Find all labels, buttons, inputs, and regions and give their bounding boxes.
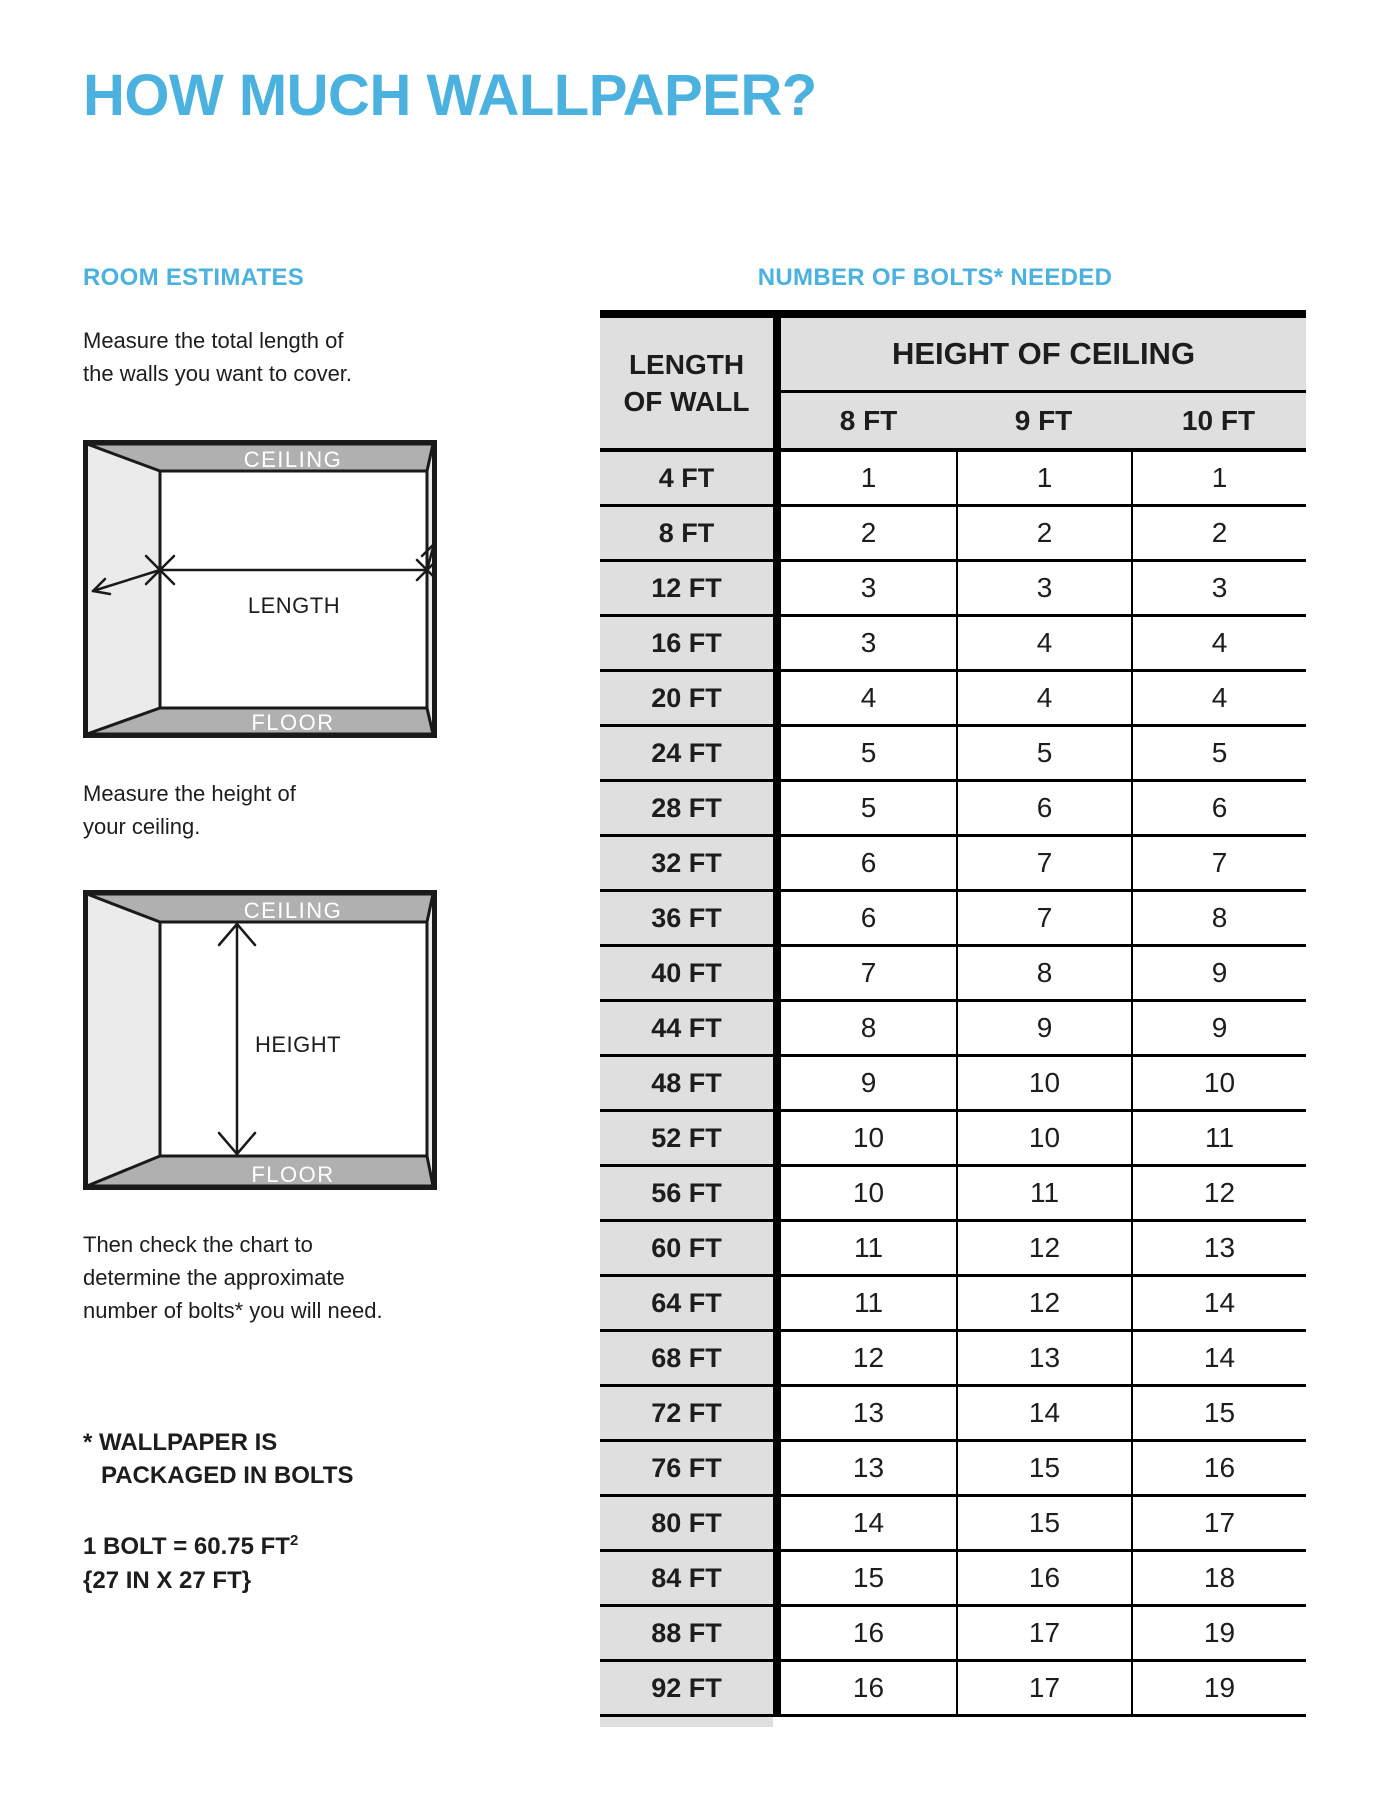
bolt-count-cell: 8	[956, 947, 1131, 999]
column-header-9ft: 9 FT	[956, 393, 1131, 448]
row-label: 52 FT	[600, 1112, 773, 1164]
table-row	[600, 617, 1306, 672]
row-label: 84 FT	[600, 1552, 773, 1604]
bolt-count-cell: 7	[956, 837, 1131, 889]
column-header-8ft: 8 FT	[781, 393, 956, 448]
table-row	[600, 837, 1306, 892]
bolt-count-cell: 1	[956, 452, 1131, 504]
bolt-count-cell: 4	[1131, 672, 1306, 724]
table-row	[600, 947, 1306, 1002]
table-row	[600, 1662, 1306, 1717]
row-label: 32 FT	[600, 837, 773, 889]
bolt-count-cell: 11	[781, 1277, 956, 1329]
bolt-count-cell: 14	[1131, 1277, 1306, 1329]
table-row	[600, 1442, 1306, 1497]
bolt-count-cell: 10	[781, 1167, 956, 1219]
column-divider	[773, 727, 781, 779]
bolt-count-cell: 7	[781, 947, 956, 999]
table-row	[600, 1112, 1306, 1167]
bolt-count-cell: 14	[1131, 1332, 1306, 1384]
column-header-10ft: 10 FT	[1131, 393, 1306, 448]
bolt-count-cell: 14	[781, 1497, 956, 1549]
row-label: 20 FT	[600, 672, 773, 724]
bolt-size-info	[83, 1524, 298, 1598]
table-row	[600, 1552, 1306, 1607]
page-title: HOW MUCH WALLPAPER?	[83, 63, 817, 128]
bolt-count-cell: 3	[781, 562, 956, 614]
bolt-count-cell: 2	[1131, 507, 1306, 559]
bolt-count-cell: 5	[781, 727, 956, 779]
bolt-count-cell: 2	[956, 507, 1131, 559]
bolt-count-cell: 1	[781, 452, 956, 504]
row-label: 56 FT	[600, 1167, 773, 1219]
table-bottom-stub	[600, 1717, 773, 1727]
table-row	[600, 727, 1306, 782]
floor-label: FLOOR	[251, 1162, 335, 1187]
bolt-count-cell: 15	[956, 1497, 1131, 1549]
column-divider	[773, 507, 781, 559]
bolt-count-cell: 8	[1131, 892, 1306, 944]
room-height-diagram	[83, 890, 437, 1190]
bolt-count-cell: 16	[781, 1662, 956, 1714]
bolt-count-cell: 12	[1131, 1167, 1306, 1219]
bolt-count-cell: 7	[1131, 837, 1306, 889]
row-label: 4 FT	[600, 452, 773, 504]
bolts-needed-heading: NUMBER OF BOLTS* NEEDED	[757, 264, 1113, 291]
bolt-count-cell: 9	[781, 1057, 956, 1109]
instruction-line: Measure the height of	[83, 781, 296, 806]
bolt-count-cell: 6	[1131, 782, 1306, 834]
bolt-count-cell: 9	[956, 1002, 1131, 1054]
bolt-count-cell: 3	[781, 617, 956, 669]
floor-label: FLOOR	[251, 710, 335, 735]
bolt-count-cell: 19	[1131, 1662, 1306, 1714]
row-label: 44 FT	[600, 1002, 773, 1054]
bolt-count-cell: 11	[781, 1222, 956, 1274]
bolt-count-cell: 16	[956, 1552, 1131, 1604]
row-label: 80 FT	[600, 1497, 773, 1549]
row-label: 24 FT	[600, 727, 773, 779]
bolt-count-cell: 7	[956, 892, 1131, 944]
bolt-count-cell: 10	[781, 1112, 956, 1164]
column-divider	[773, 1222, 781, 1274]
bolt-count-cell: 4	[1131, 617, 1306, 669]
column-divider	[773, 452, 781, 504]
bolt-count-cell: 4	[956, 617, 1131, 669]
footnote-line: * WALLPAPER IS	[83, 1429, 278, 1456]
column-divider	[773, 1332, 781, 1384]
measure-height-instruction	[83, 777, 296, 843]
bolt-count-cell: 5	[956, 727, 1131, 779]
bolt-count-cell: 12	[956, 1277, 1131, 1329]
column-divider	[773, 1607, 781, 1659]
measure-length-instruction	[83, 324, 352, 390]
column-divider	[773, 892, 781, 944]
column-divider	[773, 1497, 781, 1549]
bolt-count-cell: 17	[1131, 1497, 1306, 1549]
instruction-line: your ceiling.	[83, 814, 201, 839]
bolt-count-cell: 6	[781, 892, 956, 944]
bolt-count-cell: 13	[781, 1442, 956, 1494]
table-row	[600, 892, 1306, 947]
bolt-count-cell: 9	[1131, 1002, 1306, 1054]
bolt-count-cell: 6	[956, 782, 1131, 834]
column-divider	[773, 782, 781, 834]
instruction-line: Measure the total length of	[83, 328, 344, 353]
table-row	[600, 1277, 1306, 1332]
bolt-count-cell: 2	[781, 507, 956, 559]
instruction-line: number of bolts* you will need.	[83, 1298, 383, 1323]
column-divider	[773, 1442, 781, 1494]
column-divider	[773, 1112, 781, 1164]
bolt-count-cell: 17	[956, 1662, 1131, 1714]
row-label: 48 FT	[600, 1057, 773, 1109]
instruction-line: Then check the chart to	[83, 1232, 313, 1257]
row-label: 16 FT	[600, 617, 773, 669]
bolt-count-cell: 11	[1131, 1112, 1306, 1164]
column-divider	[773, 1167, 781, 1219]
table-body	[600, 452, 1306, 1717]
bolt-count-cell: 13	[1131, 1222, 1306, 1274]
table-row	[600, 1222, 1306, 1277]
table-row	[600, 452, 1306, 507]
table-top-border	[600, 310, 1306, 318]
check-chart-instruction	[83, 1228, 383, 1327]
bolt-equation-exponent: 2	[289, 1532, 299, 1549]
length-label: LENGTH	[247, 593, 341, 618]
bolt-count-cell: 13	[781, 1387, 956, 1439]
row-label: 36 FT	[600, 892, 773, 944]
bolt-count-cell: 10	[956, 1057, 1131, 1109]
column-divider	[773, 1387, 781, 1439]
column-divider	[773, 837, 781, 889]
bolt-count-cell: 4	[781, 672, 956, 724]
bolt-count-cell: 16	[781, 1607, 956, 1659]
bolt-equation-base: 1 BOLT = 60.75 FT	[83, 1533, 290, 1560]
room-length-diagram	[83, 440, 437, 738]
bolt-count-cell: 15	[1131, 1387, 1306, 1439]
column-divider	[773, 1552, 781, 1604]
table-row	[600, 1607, 1306, 1662]
height-label: HEIGHT	[255, 1032, 342, 1057]
bolt-equation	[83, 1524, 298, 1564]
column-divider	[773, 318, 781, 448]
bolt-count-cell: 10	[956, 1112, 1131, 1164]
column-group-header: HEIGHT OF CEILING	[781, 318, 1306, 393]
table-row	[600, 562, 1306, 617]
bolt-count-cell: 17	[956, 1607, 1131, 1659]
table-row	[600, 1167, 1306, 1222]
bolt-count-cell: 8	[781, 1002, 956, 1054]
row-label: 92 FT	[600, 1662, 773, 1714]
column-divider	[773, 562, 781, 614]
row-label: 88 FT	[600, 1607, 773, 1659]
table-header	[600, 318, 1306, 448]
column-divider	[773, 1057, 781, 1109]
table-row	[600, 672, 1306, 727]
bolt-count-cell: 12	[781, 1332, 956, 1384]
table-row	[600, 507, 1306, 562]
column-divider	[773, 1662, 781, 1714]
bolt-count-cell: 18	[1131, 1552, 1306, 1604]
bolt-count-cell: 14	[956, 1387, 1131, 1439]
instruction-line: the walls you want to cover.	[83, 361, 353, 386]
row-group-header-line: LENGTH	[628, 349, 745, 380]
bolt-count-cell: 5	[781, 782, 956, 834]
bolt-count-cell: 10	[1131, 1057, 1306, 1109]
table-row	[600, 1002, 1306, 1057]
row-label: 68 FT	[600, 1332, 773, 1384]
row-label: 76 FT	[600, 1442, 773, 1494]
ceiling-label: CEILING	[243, 447, 343, 472]
table-row	[600, 1497, 1306, 1552]
column-divider	[773, 947, 781, 999]
row-label: 28 FT	[600, 782, 773, 834]
table-row	[600, 1387, 1306, 1442]
table-row	[600, 1057, 1306, 1112]
column-divider	[773, 1002, 781, 1054]
footnote-line: PACKAGED IN BOLTS	[101, 1462, 354, 1489]
row-label: 64 FT	[600, 1277, 773, 1329]
bolt-table	[600, 310, 1306, 1727]
table-row	[600, 1332, 1306, 1387]
instruction-line: determine the approximate	[83, 1265, 345, 1290]
bolt-count-cell: 9	[1131, 947, 1306, 999]
bolt-count-cell: 19	[1131, 1607, 1306, 1659]
bolt-count-cell: 12	[956, 1222, 1131, 1274]
bolt-count-cell: 5	[1131, 727, 1306, 779]
column-headers	[781, 318, 1306, 448]
bolt-count-cell: 13	[956, 1332, 1131, 1384]
bolt-count-cell: 11	[956, 1167, 1131, 1219]
bolt-count-cell: 16	[1131, 1442, 1306, 1494]
row-group-header	[600, 318, 773, 448]
bolt-dimensions: {27 IN X 27 FT}	[83, 1567, 252, 1594]
row-group-header-line: OF WALL	[623, 386, 750, 417]
back-wall	[160, 471, 427, 708]
ceiling-label: CEILING	[243, 898, 343, 923]
row-label: 8 FT	[600, 507, 773, 559]
bolt-count-cell: 3	[956, 562, 1131, 614]
row-label: 12 FT	[600, 562, 773, 614]
room-estimates-heading: ROOM ESTIMATES	[83, 264, 305, 291]
row-label: 72 FT	[600, 1387, 773, 1439]
table-row	[600, 782, 1306, 837]
column-divider	[773, 617, 781, 669]
row-label: 60 FT	[600, 1222, 773, 1274]
bolt-count-cell: 15	[781, 1552, 956, 1604]
bolt-count-cell: 4	[956, 672, 1131, 724]
wallpaper-bolts-footnote	[83, 1426, 353, 1492]
row-label: 40 FT	[600, 947, 773, 999]
bolt-count-cell: 15	[956, 1442, 1131, 1494]
column-header-row	[781, 393, 1306, 448]
bolt-count-cell: 1	[1131, 452, 1306, 504]
column-divider	[773, 672, 781, 724]
bolt-count-cell: 6	[781, 837, 956, 889]
bolt-count-cell: 3	[1131, 562, 1306, 614]
column-divider	[773, 1277, 781, 1329]
